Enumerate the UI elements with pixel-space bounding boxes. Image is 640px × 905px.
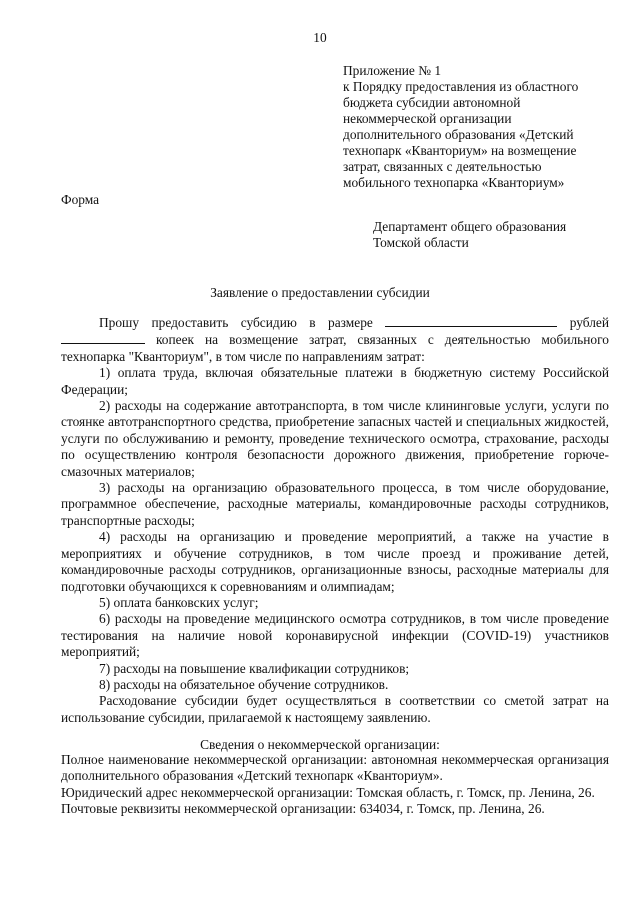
amount-kopecks-blank — [61, 331, 145, 344]
expense-item: 1) оплата труда, включая обязательные платежи в бюджетную систему Российской Федерации; — [61, 365, 609, 397]
appendix-line: к Порядку предоставления из областного — [343, 79, 579, 94]
organization-postal-details: Почтовые реквизиты некоммерческой организации: 634034, г. Томск, пр. Ленина, 26. — [61, 801, 545, 817]
organization-full-name: Полное наименование некоммерческой организации: автономная некоммерческая организация дополнительного образования «Детский технопарк «Кванториум». — [61, 752, 609, 784]
organization-info — [61, 752, 609, 818]
recipient-line: Томской области — [373, 235, 469, 250]
expense-item: 5) оплата банковских услуг; — [99, 594, 259, 610]
request-text-end: копеек на возмещение затрат, связанных с деятельностью мобильного технопарка "Кванториум", в том числе по направлениям затрат: — [61, 332, 609, 364]
recipient-line: Департамент общего образования — [373, 219, 567, 234]
expense-item: 3) расходы на организацию образовательного процесса, в том числе оборудование, программное обеспечение, расходные материалы, командировочные расходы сотрудников, транспортные расходы; — [61, 480, 609, 528]
appendix-header — [343, 63, 633, 191]
page-number: 10 — [313, 30, 327, 45]
appendix-line: бюджета субсидии автономной — [343, 95, 521, 110]
document-body — [61, 314, 609, 726]
appendix-line: Приложение № 1 — [343, 63, 442, 78]
appendix-line: мобильного технопарка «Кванториум» — [343, 175, 565, 190]
appendix-line: технопарк «Кванториум» на возмещение — [343, 143, 577, 158]
recipient-block — [373, 219, 566, 251]
expense-item: 8) расходы на обязательное обучение сотрудников. — [99, 676, 389, 692]
amount-rubles-blank — [385, 314, 557, 327]
document-title: Заявление о предоставлении субсидии — [210, 285, 430, 300]
request-rubles-label: рублей — [569, 315, 609, 330]
closing-paragraph: Расходование субсидии будет осуществляться в соответствии со сметой затрат на использование субсидии, прилагаемой к настоящему заявлению. — [61, 693, 609, 725]
expense-item: 7) расходы на повышение квалификации сотрудников; — [99, 660, 410, 676]
request-paragraph — [61, 314, 609, 365]
appendix-line: затрат, связанных с деятельностью — [343, 159, 542, 174]
organization-info-title: Сведения о некоммерческой организации: — [200, 737, 440, 752]
request-text-start: Прошу предоставить субсидию в размере — [99, 315, 373, 330]
expense-item: 2) расходы на содержание автотранспорта, в том числе клининговые услуги, услуги по стоянке автотранспортного средства, приобретение запасных частей и специальных жидкостей, услуги по обслуживанию и ремонту, проведение технического осмотра, страхование, расходы по осуществлению контроля безопасности дорожного движения, приобретение горюче-смазочных материалов; — [61, 398, 609, 479]
expense-item: 6) расходы на проведение медицинского осмотра сотрудников, в том числе проведение тестирования на наличие новой коронавирусной инфекции (COVID-19) участников мероприятий; — [61, 611, 609, 660]
appendix-line: дополнительного образования «Детский — [343, 127, 574, 142]
organization-legal-address: Юридический адрес некоммерческой организации: Томская область, г. Томск, пр. Ленина, 26. — [61, 784, 595, 800]
form-label: Форма — [61, 192, 100, 207]
expense-item: 4) расходы на организацию и проведение мероприятий, а также на участие в мероприятиях и обучение сотрудников, в том числе проезд и проживание детей, командировочные расходы сотрудников, организационные взносы, расходные материалы для подготовки обучающихся к соревнованиям и олимпиадам; — [61, 529, 609, 594]
appendix-line: некоммерческой организации — [343, 111, 512, 126]
